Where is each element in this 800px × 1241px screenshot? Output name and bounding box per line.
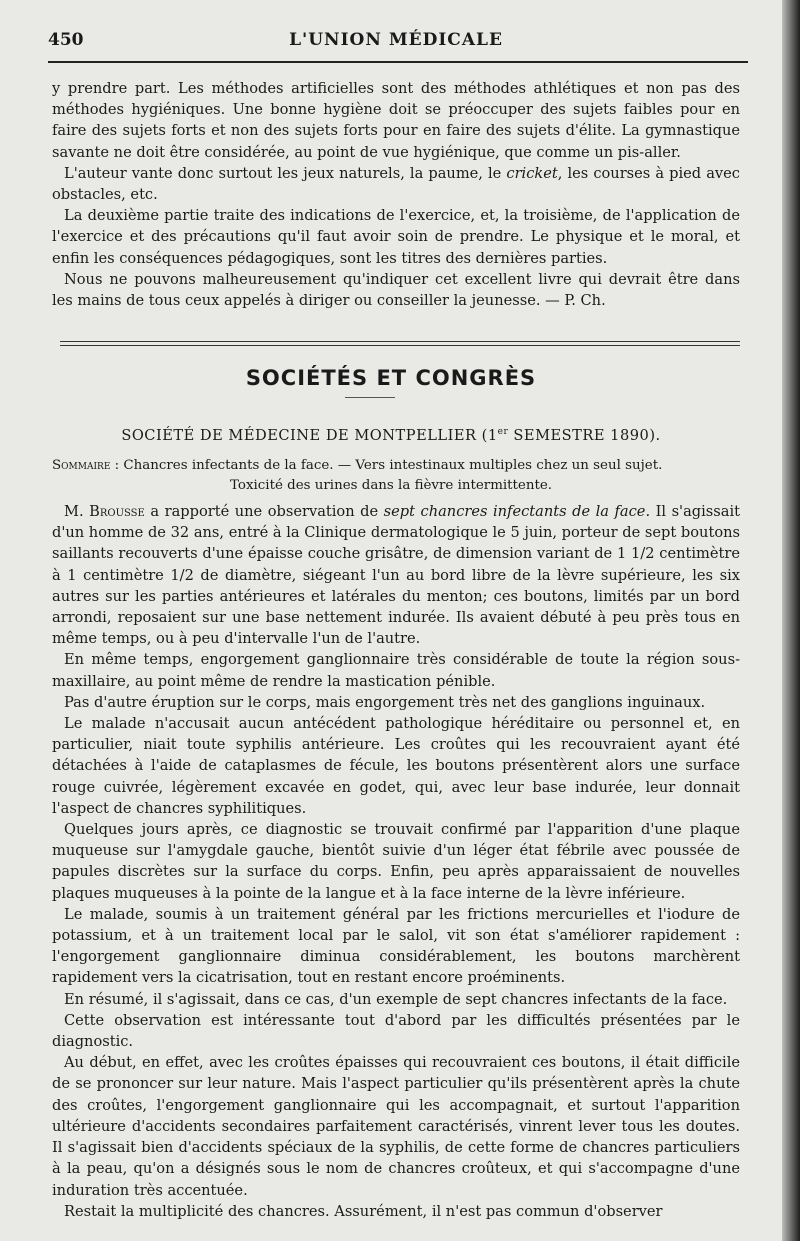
- section-title: SOCIÉTÉS ET CONGRÈS: [245, 366, 537, 390]
- paragraph: La deuxième partie traite des indications de l'exercice, et, la troisième, de l'application de l'exercice et des précautions qu'il faut avoir soin de prendre. Le physique et le moral, et enfin les conséquences pédagogiques, sont les titres des dernières parties.: [52, 207, 740, 267]
- paragraph: Pas d'autre éruption sur le corps, mais engorgement très net des ganglions inguinaux.: [64, 693, 706, 711]
- lead-paragraph: M. Brousse a rapporté une observation de sept chancres infectants de la face. Il s'agissait d'un homme de 32 ans, entré à la Clinique dermatologique le 5 juin, porteur de sept boutons saillants recouverts d'une épaisse couche grisâtre, de dimension variant de 1 1/2 centimètre à 1 centimètre 1/2 de diamètre, siégeant l'un au bord libre de la lèvre supérieure, les six autres sur les parties antérieures et latérales du menton; ces boutons, limités par un bord arrondi, reposaient sur une base nettement indurée. Ils avaient débuté à peu près tous en même temps, ou à peu d'intervalle l'un de l'autre.: [52, 503, 740, 648]
- society-period: (1er SEMESTRE 1890).: [481, 427, 661, 444]
- section-divider: [60, 341, 740, 342]
- paragraph: Quelques jours après, ce diagnostic se trouvait confirmé par l'apparition d'une plaque muqueuse sur l'amygdale gauche, bientôt suivie d'un léger état fébrile avec poussée de papules discrètes sur la surface du corps. Enfin, peu après apparaissaient de nouvelles plaques muqueuses à la pointe de la langue et à la face interne de la lèvre inférieure.: [52, 821, 740, 902]
- society-heading: [0, 427, 782, 444]
- page-edge-shadow: [782, 0, 800, 1241]
- report-body: [52, 501, 740, 1222]
- section-divider: [60, 345, 740, 346]
- paragraph: Au début, en effet, avec les croûtes épaisses qui recouvraient ces boutons, il était difficile de se prononcer sur leur nature. Mais l'aspect particulier qu'ils présentèrent après la chute des croûtes, l'engorgement ganglionnaire qui les accompagnait, et surtout l'apparition ultérieure d'accidents secondaires parfaitement caractérisés, vinrent lever tous les doutes. Il s'agissait bien d'accidents spéciaux de la syphilis, de cette forme de chancres particuliers à la peau, qu'on a désignés sous le nom de chancres croûteux, et qui s'accompagne d'une induration très accentuée.: [52, 1054, 740, 1199]
- page-number: 450: [48, 30, 84, 50]
- paragraph: En même temps, engorgement ganglionnaire très considérable de toute la région sous-maxillaire, au point même de rendre la mastication pénible.: [52, 651, 740, 690]
- paragraph: L'auteur vante donc surtout les jeux naturels, la paume, le cricket, les courses à pied avec obstacles, etc.: [52, 164, 740, 204]
- paragraph: Le malade, soumis à un traitement général par les frictions mercurielles et l'iodure de potassium, et à un traitement local par le salol, vit son état s'améliorer rapidement : l'engorgement ganglionnaire diminua considérablement, les boutons marchèrent rapidement vers la cicatrisation, tout en restant encore proéminents.: [52, 905, 740, 987]
- paragraph: y prendre part. Les méthodes artificielles sont des méthodes athlétiques et non pas des méthodes hygiéniques. Une bonne hygiène doit se préoccuper des sujets faibles pour en faire des sujets forts et non des sujets forts pour en faire des sujets d'élite. La gymnastique savante ne doit être considérée, au point de vue hygiénique, que comme un pis-aller.: [52, 80, 740, 161]
- paragraph: Nous ne pouvons malheureusement qu'indiquer cet excellent livre qui devrait être dans les mains de tous ceux appelés à diriger ou conseiller la jeunesse. — P. Ch.: [52, 270, 740, 310]
- summary-label: Sommaire :: [52, 458, 120, 473]
- title-ornament: [345, 397, 395, 398]
- society-name: SOCIÉTÉ DE MÉDECINE DE MONTPELLIER: [121, 427, 477, 444]
- summary-line: Toxicité des urines dans la fièvre intermittente.: [230, 478, 553, 493]
- paragraph: Cette observation est intéressante tout d'abord par les difficultés présentées par le diagnostic.: [52, 1011, 740, 1051]
- page-header: [48, 30, 744, 58]
- session-summary: [52, 456, 740, 496]
- review-continuation: [52, 78, 740, 311]
- running-title: L'UNION MÉDICALE: [289, 30, 503, 50]
- speaker-name: Brousse: [89, 503, 145, 520]
- paragraph: Le malade n'accusait aucun antécédent pathologique héréditaire ou personnel et, en particulier, niait toute syphilis antérieure. Les croûtes qui les recouvraient ayant été détachées à l'aide de cataplasmes de fécule, les boutons présentèrent alors une surface rouge cuivrée, légèrement excavée en godet, qui, avec leur base indurée, leur donnait l'aspect de chancres syphilitiques.: [52, 715, 740, 817]
- header-rule: [48, 61, 748, 63]
- paragraph: Restait la multiplicité des chancres. Assurément, il n'est pas commun d'observer: [64, 1202, 663, 1220]
- summary-line: Sommaire : Chancres infectants de la face. — Vers intestinaux multiples chez un seul sujet.: [52, 458, 663, 473]
- paragraph: En résumé, il s'agissait, dans ce cas, d'un exemple de sept chancres infectants de la face.: [64, 990, 728, 1008]
